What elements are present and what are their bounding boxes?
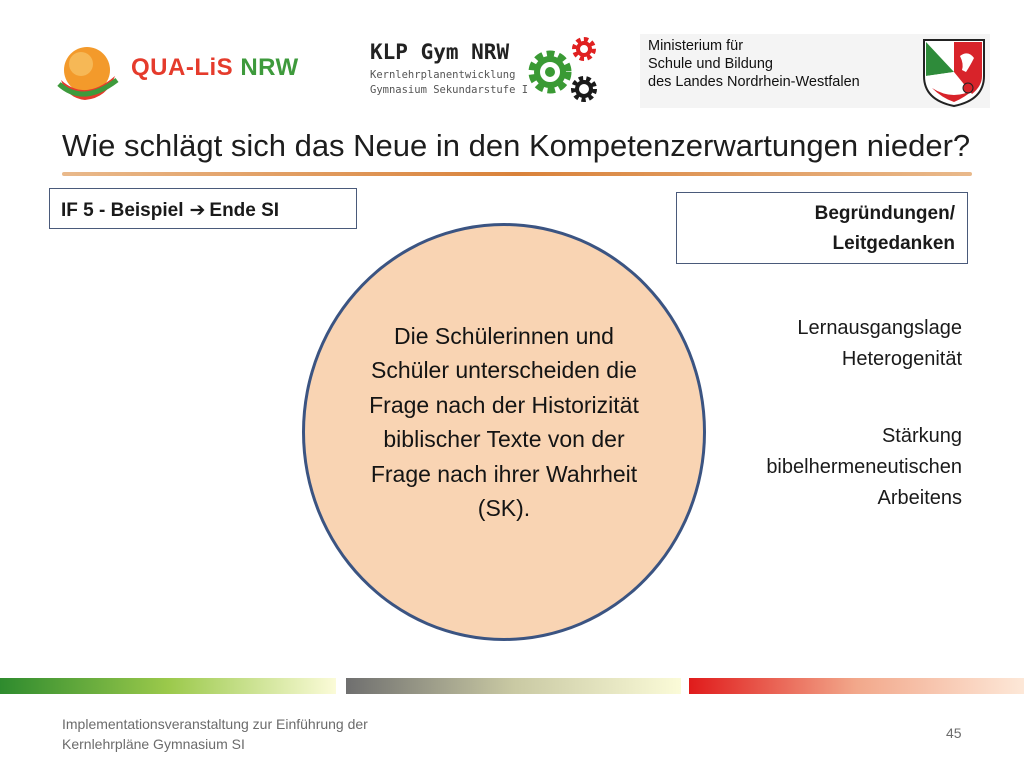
- reason-2-line-2: bibelhermeneutischen: [766, 456, 962, 478]
- qualis-nrw-logo: [55, 40, 305, 104]
- example-target: Ende SI: [209, 200, 280, 221]
- ministry-line-3: des Landes Nordrhein-Westfalen: [648, 74, 860, 90]
- reasons-heading-box: [676, 192, 968, 264]
- reason-2-line-3: Arbeitens: [877, 487, 962, 509]
- reason-item-2: [766, 421, 962, 514]
- decor-bar-green: [0, 678, 336, 694]
- example-label-box: [49, 188, 357, 229]
- klp-logo-subtitle-1: Kernlehrplanentwicklung: [370, 69, 516, 81]
- ministry-line-1: Ministerium für: [648, 38, 744, 54]
- nrw-crest-icon: [920, 36, 988, 108]
- klp-logo-title: KLP Gym NRW: [370, 40, 510, 64]
- qualis-sun-icon: [55, 40, 121, 104]
- slide-title: Wie schlägt sich das Neue in den Kompetenzerwartungen nieder?: [62, 128, 971, 163]
- reason-item-1: [797, 313, 962, 375]
- decor-bar-gray: [346, 678, 681, 694]
- footer-text: [62, 714, 368, 754]
- ministry-logo: [640, 34, 990, 108]
- gears-icon: [522, 36, 612, 106]
- example-label: IF 5 - Beispiel: [61, 200, 184, 221]
- competence-circle: [302, 223, 706, 641]
- arrow-right-icon: ➔: [189, 200, 206, 221]
- ministry-line-2: Schule und Bildung: [648, 56, 773, 72]
- qualis-logo-text: QUA-LiS NRW: [131, 54, 299, 81]
- footer-line-1: Implementationsveranstaltung zur Einführung der: [62, 716, 368, 732]
- page-number: 45: [946, 725, 962, 741]
- reasons-heading-line-1: Begründungen/: [814, 203, 955, 224]
- klp-gym-nrw-logo: [370, 38, 605, 100]
- reason-1-line-2: Heterogenität: [841, 348, 962, 370]
- footer-line-2: Kernlehrpläne Gymnasium SI: [62, 736, 245, 752]
- competence-statement: Die Schülerinnen und Schüler unterscheiden die Frage nach der Historizität biblischer Texte von der Frage nach ihrer Wahrheit (SK).: [369, 322, 639, 521]
- title-underline: [62, 172, 972, 176]
- decor-bar-red: [689, 678, 1024, 694]
- reasons-heading-line-2: Leitgedanken: [832, 233, 955, 254]
- reason-2-line-1: Stärkung: [881, 425, 962, 447]
- klp-logo-subtitle-2: Gymnasium Sekundarstufe I: [370, 84, 529, 96]
- reason-1-line-1: Lernausgangslage: [797, 317, 962, 339]
